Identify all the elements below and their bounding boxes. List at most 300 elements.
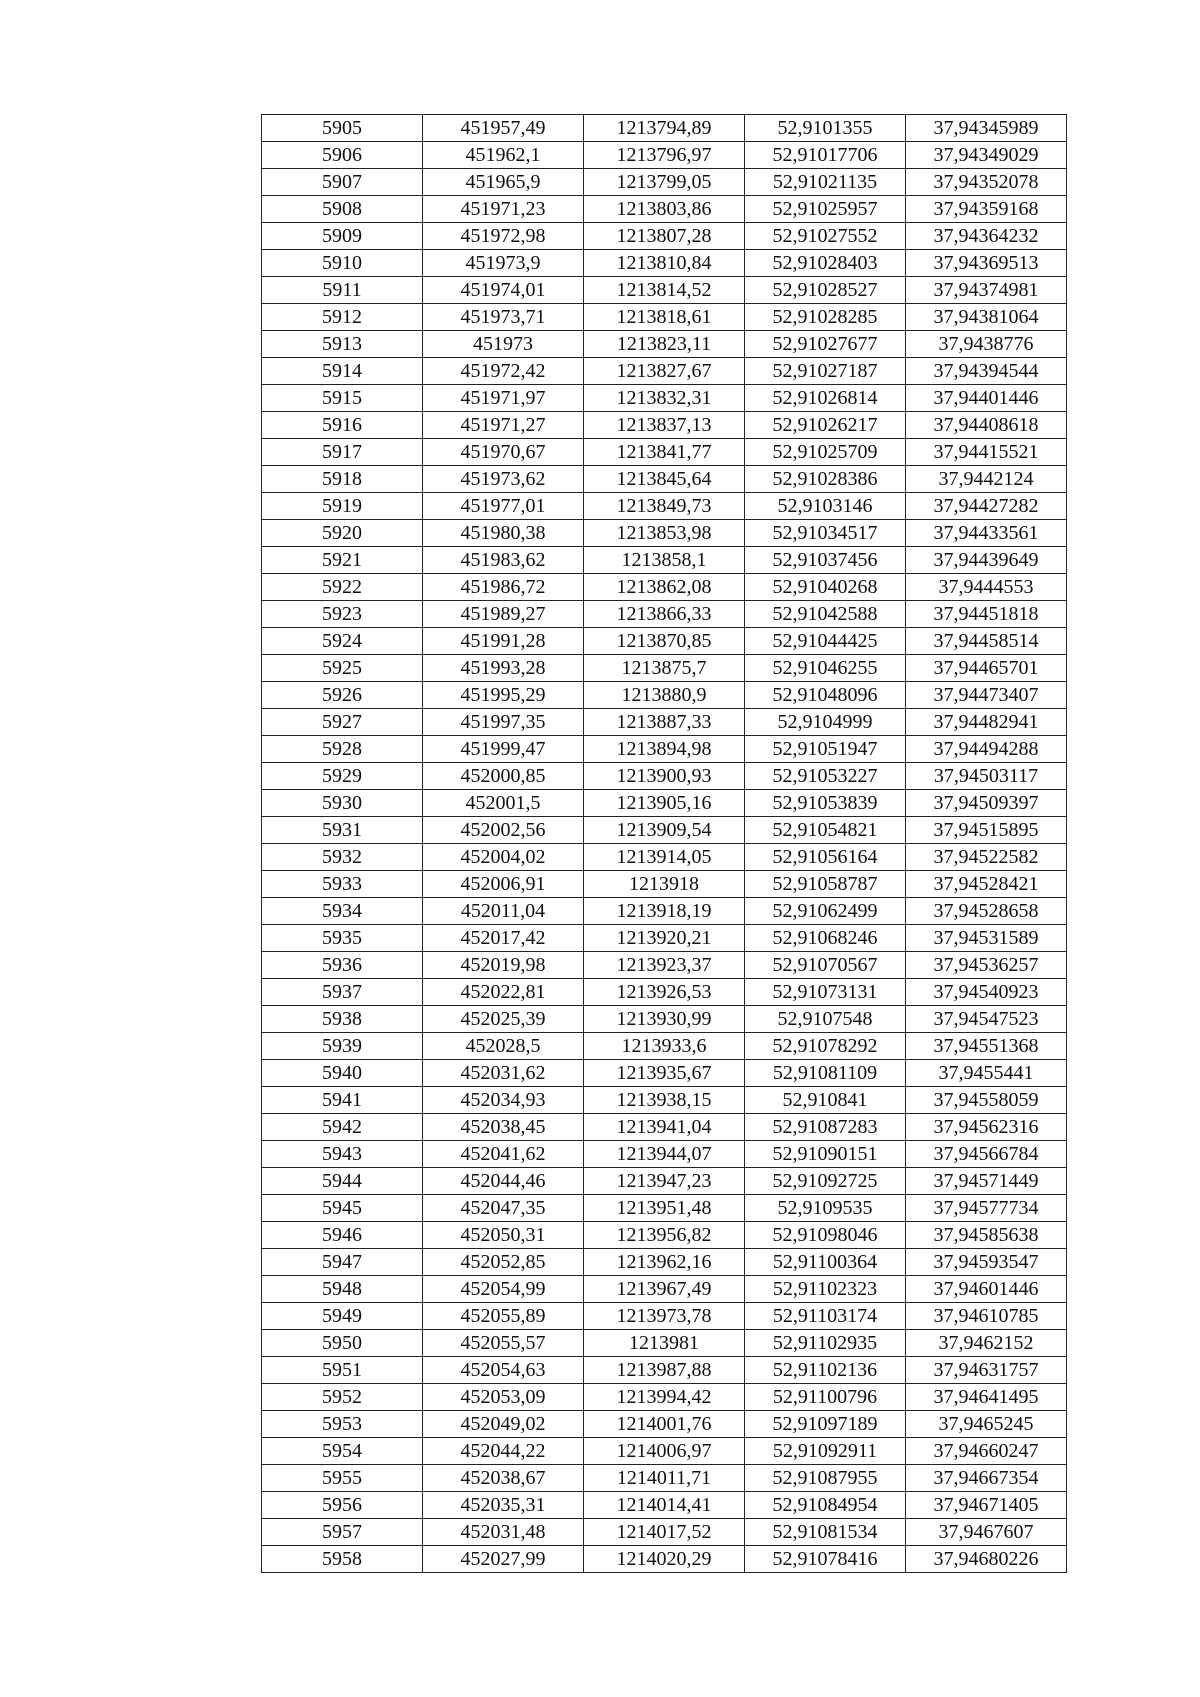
longitude-cell: 37,94531589 bbox=[906, 925, 1067, 952]
longitude-cell: 37,9467607 bbox=[906, 1519, 1067, 1546]
y-coordinate-cell: 1213935,67 bbox=[584, 1060, 745, 1087]
longitude-cell: 37,94536257 bbox=[906, 952, 1067, 979]
longitude-cell: 37,94394544 bbox=[906, 358, 1067, 385]
y-coordinate-cell: 1213796,97 bbox=[584, 142, 745, 169]
longitude-cell: 37,94585638 bbox=[906, 1222, 1067, 1249]
y-coordinate-cell: 1213880,9 bbox=[584, 682, 745, 709]
longitude-cell: 37,94359168 bbox=[906, 196, 1067, 223]
y-coordinate-cell: 1213870,85 bbox=[584, 628, 745, 655]
table-row bbox=[262, 1276, 1067, 1303]
latitude-cell: 52,91090151 bbox=[745, 1141, 906, 1168]
y-coordinate-cell: 1213853,98 bbox=[584, 520, 745, 547]
table-row bbox=[262, 574, 1067, 601]
longitude-cell: 37,94408618 bbox=[906, 412, 1067, 439]
latitude-cell: 52,91053227 bbox=[745, 763, 906, 790]
latitude-cell: 52,91081109 bbox=[745, 1060, 906, 1087]
point-number-cell: 5943 bbox=[262, 1141, 423, 1168]
latitude-cell: 52,91027677 bbox=[745, 331, 906, 358]
longitude-cell: 37,94364232 bbox=[906, 223, 1067, 250]
y-coordinate-cell: 1213887,33 bbox=[584, 709, 745, 736]
longitude-cell: 37,94473407 bbox=[906, 682, 1067, 709]
point-number-cell: 5946 bbox=[262, 1222, 423, 1249]
point-number-cell: 5935 bbox=[262, 925, 423, 952]
latitude-cell: 52,91078416 bbox=[745, 1546, 906, 1573]
x-coordinate-cell: 452038,45 bbox=[423, 1114, 584, 1141]
latitude-cell: 52,91026217 bbox=[745, 412, 906, 439]
longitude-cell: 37,94349029 bbox=[906, 142, 1067, 169]
x-coordinate-cell: 452044,22 bbox=[423, 1438, 584, 1465]
x-coordinate-cell: 451991,28 bbox=[423, 628, 584, 655]
x-coordinate-cell: 452053,09 bbox=[423, 1384, 584, 1411]
table-row bbox=[262, 1519, 1067, 1546]
longitude-cell: 37,94401446 bbox=[906, 385, 1067, 412]
table-row bbox=[262, 1141, 1067, 1168]
y-coordinate-cell: 1213918 bbox=[584, 871, 745, 898]
point-number-cell: 5926 bbox=[262, 682, 423, 709]
x-coordinate-cell: 452031,62 bbox=[423, 1060, 584, 1087]
table-row bbox=[262, 655, 1067, 682]
y-coordinate-cell: 1213914,05 bbox=[584, 844, 745, 871]
point-number-cell: 5947 bbox=[262, 1249, 423, 1276]
x-coordinate-cell: 451993,28 bbox=[423, 655, 584, 682]
latitude-cell: 52,91028285 bbox=[745, 304, 906, 331]
latitude-cell: 52,91056164 bbox=[745, 844, 906, 871]
point-number-cell: 5918 bbox=[262, 466, 423, 493]
y-coordinate-cell: 1213827,67 bbox=[584, 358, 745, 385]
table-row bbox=[262, 952, 1067, 979]
latitude-cell: 52,91098046 bbox=[745, 1222, 906, 1249]
point-number-cell: 5911 bbox=[262, 277, 423, 304]
y-coordinate-cell: 1213994,42 bbox=[584, 1384, 745, 1411]
x-coordinate-cell: 452019,98 bbox=[423, 952, 584, 979]
x-coordinate-cell: 451962,1 bbox=[423, 142, 584, 169]
latitude-cell: 52,91102323 bbox=[745, 1276, 906, 1303]
coordinates-table bbox=[261, 114, 1067, 1573]
table-row bbox=[262, 439, 1067, 466]
x-coordinate-cell: 451973,62 bbox=[423, 466, 584, 493]
x-coordinate-cell: 452055,89 bbox=[423, 1303, 584, 1330]
point-number-cell: 5945 bbox=[262, 1195, 423, 1222]
latitude-cell: 52,91097189 bbox=[745, 1411, 906, 1438]
longitude-cell: 37,94509397 bbox=[906, 790, 1067, 817]
point-number-cell: 5916 bbox=[262, 412, 423, 439]
table-row bbox=[262, 1465, 1067, 1492]
longitude-cell: 37,94610785 bbox=[906, 1303, 1067, 1330]
x-coordinate-cell: 451971,27 bbox=[423, 412, 584, 439]
point-number-cell: 5915 bbox=[262, 385, 423, 412]
x-coordinate-cell: 451970,67 bbox=[423, 439, 584, 466]
latitude-cell: 52,91100796 bbox=[745, 1384, 906, 1411]
longitude-cell: 37,94352078 bbox=[906, 169, 1067, 196]
longitude-cell: 37,94577734 bbox=[906, 1195, 1067, 1222]
y-coordinate-cell: 1213962,16 bbox=[584, 1249, 745, 1276]
table-row bbox=[262, 493, 1067, 520]
x-coordinate-cell: 452004,02 bbox=[423, 844, 584, 871]
longitude-cell: 37,94482941 bbox=[906, 709, 1067, 736]
x-coordinate-cell: 451971,23 bbox=[423, 196, 584, 223]
point-number-cell: 5906 bbox=[262, 142, 423, 169]
y-coordinate-cell: 1213814,52 bbox=[584, 277, 745, 304]
point-number-cell: 5956 bbox=[262, 1492, 423, 1519]
latitude-cell: 52,91027552 bbox=[745, 223, 906, 250]
x-coordinate-cell: 451986,72 bbox=[423, 574, 584, 601]
longitude-cell: 37,94660247 bbox=[906, 1438, 1067, 1465]
x-coordinate-cell: 452054,63 bbox=[423, 1357, 584, 1384]
latitude-cell: 52,91081534 bbox=[745, 1519, 906, 1546]
x-coordinate-cell: 451973,9 bbox=[423, 250, 584, 277]
table-row bbox=[262, 1195, 1067, 1222]
longitude-cell: 37,94374981 bbox=[906, 277, 1067, 304]
point-number-cell: 5938 bbox=[262, 1006, 423, 1033]
table-row bbox=[262, 979, 1067, 1006]
point-number-cell: 5958 bbox=[262, 1546, 423, 1573]
point-number-cell: 5953 bbox=[262, 1411, 423, 1438]
table-row bbox=[262, 1330, 1067, 1357]
y-coordinate-cell: 1214014,41 bbox=[584, 1492, 745, 1519]
table-row bbox=[262, 628, 1067, 655]
table-row bbox=[262, 1060, 1067, 1087]
longitude-cell: 37,9465245 bbox=[906, 1411, 1067, 1438]
latitude-cell: 52,91078292 bbox=[745, 1033, 906, 1060]
longitude-cell: 37,94571449 bbox=[906, 1168, 1067, 1195]
table-row bbox=[262, 1006, 1067, 1033]
y-coordinate-cell: 1213981 bbox=[584, 1330, 745, 1357]
table-row bbox=[262, 1033, 1067, 1060]
y-coordinate-cell: 1214011,71 bbox=[584, 1465, 745, 1492]
x-coordinate-cell: 451980,38 bbox=[423, 520, 584, 547]
longitude-cell: 37,94631757 bbox=[906, 1357, 1067, 1384]
latitude-cell: 52,91103174 bbox=[745, 1303, 906, 1330]
latitude-cell: 52,91092725 bbox=[745, 1168, 906, 1195]
longitude-cell: 37,94503117 bbox=[906, 763, 1067, 790]
x-coordinate-cell: 451965,9 bbox=[423, 169, 584, 196]
latitude-cell: 52,91087283 bbox=[745, 1114, 906, 1141]
latitude-cell: 52,91028527 bbox=[745, 277, 906, 304]
latitude-cell: 52,91062499 bbox=[745, 898, 906, 925]
table-row bbox=[262, 736, 1067, 763]
x-coordinate-cell: 451983,62 bbox=[423, 547, 584, 574]
x-coordinate-cell: 452022,81 bbox=[423, 979, 584, 1006]
point-number-cell: 5948 bbox=[262, 1276, 423, 1303]
longitude-cell: 37,94540923 bbox=[906, 979, 1067, 1006]
y-coordinate-cell: 1213938,15 bbox=[584, 1087, 745, 1114]
latitude-cell: 52,91073131 bbox=[745, 979, 906, 1006]
latitude-cell: 52,91026814 bbox=[745, 385, 906, 412]
x-coordinate-cell: 452047,35 bbox=[423, 1195, 584, 1222]
latitude-cell: 52,91058787 bbox=[745, 871, 906, 898]
longitude-cell: 37,94528658 bbox=[906, 898, 1067, 925]
longitude-cell: 37,94427282 bbox=[906, 493, 1067, 520]
point-number-cell: 5913 bbox=[262, 331, 423, 358]
table-row bbox=[262, 1492, 1067, 1519]
x-coordinate-cell: 452052,85 bbox=[423, 1249, 584, 1276]
table-row bbox=[262, 763, 1067, 790]
longitude-cell: 37,94667354 bbox=[906, 1465, 1067, 1492]
point-number-cell: 5928 bbox=[262, 736, 423, 763]
point-number-cell: 5914 bbox=[262, 358, 423, 385]
table-row bbox=[262, 250, 1067, 277]
x-coordinate-cell: 452049,02 bbox=[423, 1411, 584, 1438]
longitude-cell: 37,94562316 bbox=[906, 1114, 1067, 1141]
table-row bbox=[262, 277, 1067, 304]
point-number-cell: 5936 bbox=[262, 952, 423, 979]
longitude-cell: 37,94680226 bbox=[906, 1546, 1067, 1573]
point-number-cell: 5922 bbox=[262, 574, 423, 601]
longitude-cell: 37,9442124 bbox=[906, 466, 1067, 493]
latitude-cell: 52,9107548 bbox=[745, 1006, 906, 1033]
y-coordinate-cell: 1213832,31 bbox=[584, 385, 745, 412]
y-coordinate-cell: 1213909,54 bbox=[584, 817, 745, 844]
longitude-cell: 37,94641495 bbox=[906, 1384, 1067, 1411]
y-coordinate-cell: 1213818,61 bbox=[584, 304, 745, 331]
y-coordinate-cell: 1213951,48 bbox=[584, 1195, 745, 1222]
longitude-cell: 37,94381064 bbox=[906, 304, 1067, 331]
y-coordinate-cell: 1213947,23 bbox=[584, 1168, 745, 1195]
longitude-cell: 37,94451818 bbox=[906, 601, 1067, 628]
longitude-cell: 37,94415521 bbox=[906, 439, 1067, 466]
latitude-cell: 52,91017706 bbox=[745, 142, 906, 169]
x-coordinate-cell: 451973 bbox=[423, 331, 584, 358]
latitude-cell: 52,91102136 bbox=[745, 1357, 906, 1384]
longitude-cell: 37,94558059 bbox=[906, 1087, 1067, 1114]
point-number-cell: 5951 bbox=[262, 1357, 423, 1384]
x-coordinate-cell: 452001,5 bbox=[423, 790, 584, 817]
longitude-cell: 37,9455441 bbox=[906, 1060, 1067, 1087]
y-coordinate-cell: 1213918,19 bbox=[584, 898, 745, 925]
y-coordinate-cell: 1213923,37 bbox=[584, 952, 745, 979]
longitude-cell: 37,94601446 bbox=[906, 1276, 1067, 1303]
y-coordinate-cell: 1213930,99 bbox=[584, 1006, 745, 1033]
y-coordinate-cell: 1213973,78 bbox=[584, 1303, 745, 1330]
table-row bbox=[262, 358, 1067, 385]
y-coordinate-cell: 1213956,82 bbox=[584, 1222, 745, 1249]
y-coordinate-cell: 1213858,1 bbox=[584, 547, 745, 574]
x-coordinate-cell: 451973,71 bbox=[423, 304, 584, 331]
longitude-cell: 37,94369513 bbox=[906, 250, 1067, 277]
point-number-cell: 5920 bbox=[262, 520, 423, 547]
y-coordinate-cell: 1213967,49 bbox=[584, 1276, 745, 1303]
y-coordinate-cell: 1213987,88 bbox=[584, 1357, 745, 1384]
point-number-cell: 5912 bbox=[262, 304, 423, 331]
point-number-cell: 5950 bbox=[262, 1330, 423, 1357]
longitude-cell: 37,94439649 bbox=[906, 547, 1067, 574]
latitude-cell: 52,91046255 bbox=[745, 655, 906, 682]
y-coordinate-cell: 1214020,29 bbox=[584, 1546, 745, 1573]
table-row bbox=[262, 547, 1067, 574]
y-coordinate-cell: 1213841,77 bbox=[584, 439, 745, 466]
table-row bbox=[262, 709, 1067, 736]
point-number-cell: 5927 bbox=[262, 709, 423, 736]
y-coordinate-cell: 1213799,05 bbox=[584, 169, 745, 196]
point-number-cell: 5939 bbox=[262, 1033, 423, 1060]
x-coordinate-cell: 452054,99 bbox=[423, 1276, 584, 1303]
longitude-cell: 37,94515895 bbox=[906, 817, 1067, 844]
latitude-cell: 52,910841 bbox=[745, 1087, 906, 1114]
x-coordinate-cell: 452055,57 bbox=[423, 1330, 584, 1357]
latitude-cell: 52,91087955 bbox=[745, 1465, 906, 1492]
table-row bbox=[262, 1222, 1067, 1249]
longitude-cell: 37,9444553 bbox=[906, 574, 1067, 601]
point-number-cell: 5907 bbox=[262, 169, 423, 196]
table-row bbox=[262, 142, 1067, 169]
point-number-cell: 5940 bbox=[262, 1060, 423, 1087]
table-row bbox=[262, 925, 1067, 952]
y-coordinate-cell: 1213875,7 bbox=[584, 655, 745, 682]
x-coordinate-cell: 452006,91 bbox=[423, 871, 584, 898]
table-row bbox=[262, 682, 1067, 709]
point-number-cell: 5910 bbox=[262, 250, 423, 277]
point-number-cell: 5957 bbox=[262, 1519, 423, 1546]
longitude-cell: 37,94528421 bbox=[906, 871, 1067, 898]
x-coordinate-cell: 451972,98 bbox=[423, 223, 584, 250]
table-row bbox=[262, 223, 1067, 250]
point-number-cell: 5932 bbox=[262, 844, 423, 871]
latitude-cell: 52,91068246 bbox=[745, 925, 906, 952]
table-row bbox=[262, 196, 1067, 223]
latitude-cell: 52,91054821 bbox=[745, 817, 906, 844]
x-coordinate-cell: 451977,01 bbox=[423, 493, 584, 520]
latitude-cell: 52,91040268 bbox=[745, 574, 906, 601]
latitude-cell: 52,91100364 bbox=[745, 1249, 906, 1276]
latitude-cell: 52,91084954 bbox=[745, 1492, 906, 1519]
longitude-cell: 37,94551368 bbox=[906, 1033, 1067, 1060]
y-coordinate-cell: 1213866,33 bbox=[584, 601, 745, 628]
table-row bbox=[262, 898, 1067, 925]
x-coordinate-cell: 452050,31 bbox=[423, 1222, 584, 1249]
latitude-cell: 52,91028403 bbox=[745, 250, 906, 277]
table-row bbox=[262, 169, 1067, 196]
y-coordinate-cell: 1213894,98 bbox=[584, 736, 745, 763]
longitude-cell: 37,94458514 bbox=[906, 628, 1067, 655]
x-coordinate-cell: 452028,5 bbox=[423, 1033, 584, 1060]
x-coordinate-cell: 452031,48 bbox=[423, 1519, 584, 1546]
longitude-cell: 37,94671405 bbox=[906, 1492, 1067, 1519]
table-row bbox=[262, 790, 1067, 817]
y-coordinate-cell: 1213900,93 bbox=[584, 763, 745, 790]
table-row bbox=[262, 1546, 1067, 1573]
longitude-cell: 37,94494288 bbox=[906, 736, 1067, 763]
point-number-cell: 5952 bbox=[262, 1384, 423, 1411]
table-row bbox=[262, 1303, 1067, 1330]
x-coordinate-cell: 451999,47 bbox=[423, 736, 584, 763]
point-number-cell: 5925 bbox=[262, 655, 423, 682]
y-coordinate-cell: 1213849,73 bbox=[584, 493, 745, 520]
latitude-cell: 52,9103146 bbox=[745, 493, 906, 520]
point-number-cell: 5919 bbox=[262, 493, 423, 520]
point-number-cell: 5924 bbox=[262, 628, 423, 655]
latitude-cell: 52,91051947 bbox=[745, 736, 906, 763]
table-row bbox=[262, 871, 1067, 898]
latitude-cell: 52,91070567 bbox=[745, 952, 906, 979]
latitude-cell: 52,91028386 bbox=[745, 466, 906, 493]
latitude-cell: 52,91034517 bbox=[745, 520, 906, 547]
longitude-cell: 37,9438776 bbox=[906, 331, 1067, 358]
point-number-cell: 5917 bbox=[262, 439, 423, 466]
point-number-cell: 5949 bbox=[262, 1303, 423, 1330]
x-coordinate-cell: 451995,29 bbox=[423, 682, 584, 709]
y-coordinate-cell: 1213933,6 bbox=[584, 1033, 745, 1060]
y-coordinate-cell: 1213862,08 bbox=[584, 574, 745, 601]
table-row bbox=[262, 817, 1067, 844]
point-number-cell: 5937 bbox=[262, 979, 423, 1006]
x-coordinate-cell: 452038,67 bbox=[423, 1465, 584, 1492]
y-coordinate-cell: 1213803,86 bbox=[584, 196, 745, 223]
coordinates-table-body bbox=[262, 115, 1067, 1573]
longitude-cell: 37,9462152 bbox=[906, 1330, 1067, 1357]
y-coordinate-cell: 1213810,84 bbox=[584, 250, 745, 277]
longitude-cell: 37,94345989 bbox=[906, 115, 1067, 142]
latitude-cell: 52,9109535 bbox=[745, 1195, 906, 1222]
table-row bbox=[262, 1384, 1067, 1411]
table-row bbox=[262, 1249, 1067, 1276]
table-row bbox=[262, 1168, 1067, 1195]
point-number-cell: 5930 bbox=[262, 790, 423, 817]
table-row bbox=[262, 304, 1067, 331]
table-row bbox=[262, 1438, 1067, 1465]
table-row bbox=[262, 1357, 1067, 1384]
point-number-cell: 5908 bbox=[262, 196, 423, 223]
y-coordinate-cell: 1213926,53 bbox=[584, 979, 745, 1006]
x-coordinate-cell: 452041,62 bbox=[423, 1141, 584, 1168]
point-number-cell: 5941 bbox=[262, 1087, 423, 1114]
y-coordinate-cell: 1213845,64 bbox=[584, 466, 745, 493]
x-coordinate-cell: 451957,49 bbox=[423, 115, 584, 142]
point-number-cell: 5931 bbox=[262, 817, 423, 844]
latitude-cell: 52,9104999 bbox=[745, 709, 906, 736]
point-number-cell: 5921 bbox=[262, 547, 423, 574]
x-coordinate-cell: 452000,85 bbox=[423, 763, 584, 790]
point-number-cell: 5934 bbox=[262, 898, 423, 925]
y-coordinate-cell: 1213837,13 bbox=[584, 412, 745, 439]
point-number-cell: 5933 bbox=[262, 871, 423, 898]
longitude-cell: 37,94547523 bbox=[906, 1006, 1067, 1033]
point-number-cell: 5905 bbox=[262, 115, 423, 142]
y-coordinate-cell: 1213920,21 bbox=[584, 925, 745, 952]
point-number-cell: 5954 bbox=[262, 1438, 423, 1465]
point-number-cell: 5909 bbox=[262, 223, 423, 250]
longitude-cell: 37,94566784 bbox=[906, 1141, 1067, 1168]
table-row bbox=[262, 520, 1067, 547]
x-coordinate-cell: 452025,39 bbox=[423, 1006, 584, 1033]
x-coordinate-cell: 452002,56 bbox=[423, 817, 584, 844]
table-row bbox=[262, 1114, 1067, 1141]
x-coordinate-cell: 451989,27 bbox=[423, 601, 584, 628]
y-coordinate-cell: 1213823,11 bbox=[584, 331, 745, 358]
y-coordinate-cell: 1214001,76 bbox=[584, 1411, 745, 1438]
latitude-cell: 52,91025957 bbox=[745, 196, 906, 223]
point-number-cell: 5942 bbox=[262, 1114, 423, 1141]
x-coordinate-cell: 451974,01 bbox=[423, 277, 584, 304]
latitude-cell: 52,9101355 bbox=[745, 115, 906, 142]
y-coordinate-cell: 1213794,89 bbox=[584, 115, 745, 142]
y-coordinate-cell: 1214006,97 bbox=[584, 1438, 745, 1465]
point-number-cell: 5944 bbox=[262, 1168, 423, 1195]
table-row bbox=[262, 1411, 1067, 1438]
longitude-cell: 37,94433561 bbox=[906, 520, 1067, 547]
latitude-cell: 52,91053839 bbox=[745, 790, 906, 817]
table-row bbox=[262, 331, 1067, 358]
longitude-cell: 37,94465701 bbox=[906, 655, 1067, 682]
latitude-cell: 52,91044425 bbox=[745, 628, 906, 655]
x-coordinate-cell: 452044,46 bbox=[423, 1168, 584, 1195]
table-row bbox=[262, 844, 1067, 871]
point-number-cell: 5929 bbox=[262, 763, 423, 790]
longitude-cell: 37,94593547 bbox=[906, 1249, 1067, 1276]
table-row bbox=[262, 412, 1067, 439]
table-row bbox=[262, 601, 1067, 628]
latitude-cell: 52,91102935 bbox=[745, 1330, 906, 1357]
x-coordinate-cell: 452017,42 bbox=[423, 925, 584, 952]
